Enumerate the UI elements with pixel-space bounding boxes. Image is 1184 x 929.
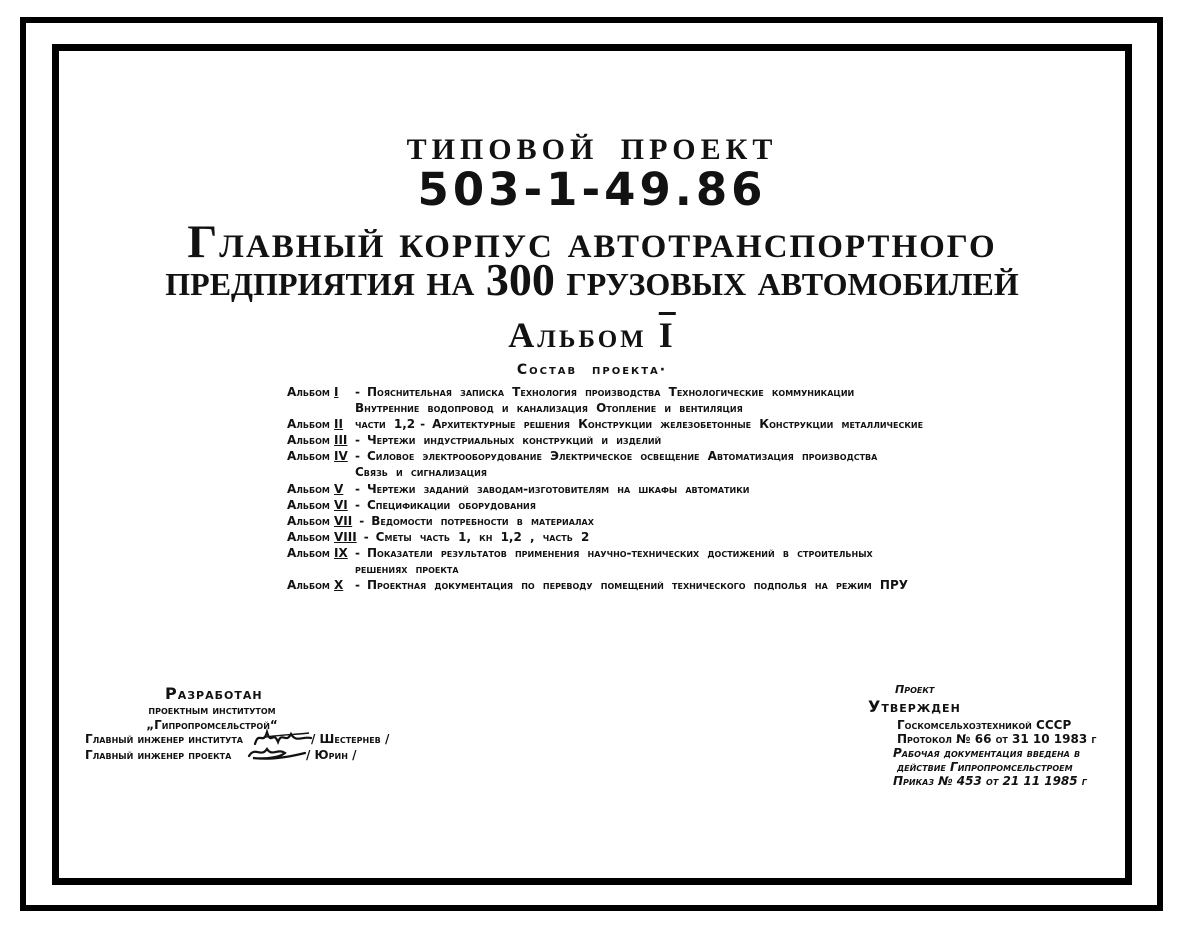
list-item: Альбом II части 1,2 - Архитектурные решения Конструкции железобетонные Конструкции металлические: [287, 417, 924, 432]
contents-heading: Состав проекта·: [516, 362, 668, 378]
album-title-numeral: $\overline{I}$: [658, 315, 676, 355]
list-item: Альбом X - Проектная документация по переводу помещений технического подполья на режим ПРУ: [287, 578, 909, 593]
list-item: Альбом VII - Ведомости потребности в материалах: [287, 513, 594, 528]
chief-engineer-institute-name: / Шестернев /: [311, 732, 390, 746]
list-item: Альбом III - Чертежи индустриальных конструкций и изделий: [287, 433, 662, 448]
approval-docs-line1: Рабочая документация введена в: [893, 746, 1081, 760]
list-item: Альбом VI - Спецификации оборудования: [287, 497, 536, 512]
list-item: Альбом V - Чертежи заданий заводам-изготовителям на шкафы автоматики: [287, 481, 750, 496]
doc-type-label: ТИПОВОЙ ПРОЕКТ: [406, 133, 778, 166]
approval-small-label: Проект: [895, 683, 935, 696]
album-title-word: Альбом: [508, 315, 647, 355]
approval-authority: Госкомсельхозтехникой СССР: [897, 718, 1072, 732]
developer-org-line2: „Гипропромсельстрой“: [146, 717, 278, 732]
developer-heading: Разработан: [165, 684, 263, 703]
approval-block: [868, 683, 1138, 793]
project-contents-list: [287, 384, 927, 593]
list-item-continuation: Связь и сигнализация: [355, 465, 487, 480]
signature-yurin: [245, 744, 307, 762]
chief-engineer-project-name: / Юрин /: [306, 748, 357, 762]
list-item: Альбом IX - Показатели результатов применения научно-технических достижений в строительных: [287, 545, 873, 560]
developer-block: [85, 684, 415, 774]
project-number: 503-1-49.86: [417, 163, 767, 216]
list-item-continuation: Внутренние водопровод и канализация Отопление и вентиляция: [355, 401, 743, 416]
developer-org-line1: проектным институтом: [148, 703, 276, 717]
main-title-line1: Главный корпус автотранспортного: [187, 216, 997, 268]
approval-heading: Утвержден: [868, 697, 961, 716]
chief-engineer-institute-label: Главный инженер института: [85, 732, 243, 746]
list-item: Альбом VIII - Сметы часть 1, кн 1,2 , часть 2: [287, 529, 590, 544]
list-item: Альбом I - Пояснительная записка Технология производства Технологические коммуникации: [287, 385, 855, 399]
album-title: [0, 314, 1184, 356]
chief-engineer-project-label: Главный инженер проекта: [85, 748, 232, 762]
approval-order: Приказ № 453 от 21 11 1985 г: [893, 774, 1087, 788]
list-item: Альбом IV - Силовое электрооборудование Электрическое освещение Автоматизация производства: [287, 449, 878, 464]
approval-protocol: Протокол № 66 от 31 10 1983 г: [897, 732, 1097, 746]
list-item-continuation: решениях проекта: [355, 562, 459, 577]
main-title-line2: предприятия на 300 грузовых автомобилей: [165, 254, 1019, 305]
approval-docs-line2: действие Гипропромсельстроем: [897, 760, 1073, 774]
